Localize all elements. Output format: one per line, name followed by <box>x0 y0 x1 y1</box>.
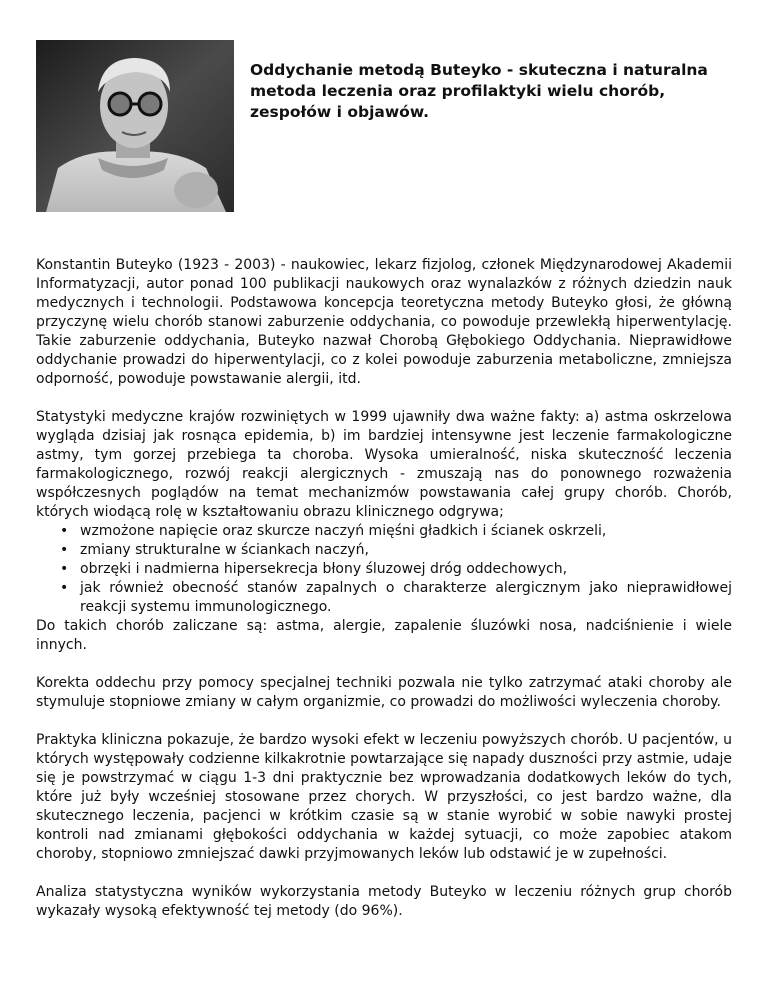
paragraph-statistical-analysis: Analiza statystyczna wyników wykorzystania metody Buteyko w leczeniu różnych grup chorób wykazały wysoką efektywność tej metody (do 96%). <box>36 884 732 919</box>
list-item: • wzmożone napięcie oraz skurcze naczyń mięśni gładkich i ścianek oskrzeli, <box>60 523 607 539</box>
bullet-icon: • <box>60 561 69 577</box>
portrait-image <box>36 40 234 212</box>
list-item: • jak również obecność stanów zapalnych o charakterze alergicznym jako nieprawidłowej reakcji systemu immunologicznego. <box>60 580 732 615</box>
bullet-icon: • <box>60 542 69 558</box>
list-item: • obrzęki i nadmierna hipersekrecja błony śluzowej dróg oddechowych, <box>60 561 568 577</box>
bullet-icon: • <box>60 580 69 596</box>
page-title: Oddychanie metodą Buteyko - skuteczna i naturalna metoda leczenia oraz profilaktyki wielu chorób, zespołów i objawów. <box>250 61 708 121</box>
portrait-photo <box>36 40 234 212</box>
article-body <box>36 256 732 940</box>
paragraph-breathing-correction: Korekta oddechu przy pomocy specjalnej techniki pozwala nie tylko zatrzymać ataki choroby ale stymuluje stopniowe zmiany w całym organizmie, co prowadzi do możliwości wyleczenia choroby. <box>36 675 732 710</box>
bullet-icon: • <box>60 523 69 539</box>
paragraph-diseases: Do takich chorób zaliczane są: astma, alergie, zapalenie śluzówki nosa, nadciśnienie i wiele innych. <box>36 618 732 653</box>
paragraph-statistics: Statystyki medyczne krajów rozwiniętych w 1999 ujawniły dwa ważne fakty: a) astma oskrzelowa wygląda dzisiaj jak rosnąca epidemia, b) im bardziej intensywne jest leczenie farmakologiczne astmy, tym gorzej przebiega ta choroba. Wysoka umieralność, niska skuteczność leczenia farmakologicznego, rozwój reakcji alergicznych - zmuszają nas do ponownego rozważenia współczesnych poglądów na temat mechanizmów powstawania całej grupy chorób. Chorób, których wiodącą rolę w kształtowaniu obrazu klinicznego odgrywa; <box>36 409 732 520</box>
paragraph-biography: Konstantin Buteyko (1923 - 2003) - naukowiec, lekarz fizjolog, członek Międzynarodowej Akademii Informatyzacji, autor ponad 100 publikacji naukowych oraz wynalazków z różnych dziedzin nauk medycznych i technologii. Podstawowa koncepcja teoretyczna metody Buteyko głosi, że główną przyczynę wielu chorób stanowi zaburzenie oddychania, co powoduje przewlekłą hiperwentylację. Takie zaburzenie oddychania, Buteyko nazwał Chorobą Głębokiego Oddychania. Nieprawidłowe oddychanie prowadzi do hiperwentylacji, co z kolei powoduje zaburzenia metaboliczne, zmniejsza odporność, powoduje powstawanie alergii, itd. <box>36 257 732 387</box>
symptom-list <box>36 522 732 617</box>
list-item: • zmiany strukturalne w ściankach naczyń, <box>60 542 369 558</box>
paragraph-clinical-practice: Praktyka kliniczna pokazuje, że bardzo wysoki efekt w leczeniu powyższych chorób. U pacjentów, u których występowały codzienne kilkakrotnie powtarzające się napady duszności przy astmie, udaje się je powstrzymać w ciągu 1-3 dni praktycznie bez wprowadzania dodatkowych leków do tych, które już były wcześniej stosowane przez chorych. W przyszłości, co jest bardzo ważne, dla skutecznego leczenia, pacjenci w krótkim czasie są w stanie wyrobić w sobie nawyki prostej kontroli nad zmianami głębokości oddychania w każdej sytuacji, co może zapobiec atakom choroby, stopniowo zmniejszać dawki przyjmowanych leków lub odstawić je w zupełności. <box>36 732 732 862</box>
